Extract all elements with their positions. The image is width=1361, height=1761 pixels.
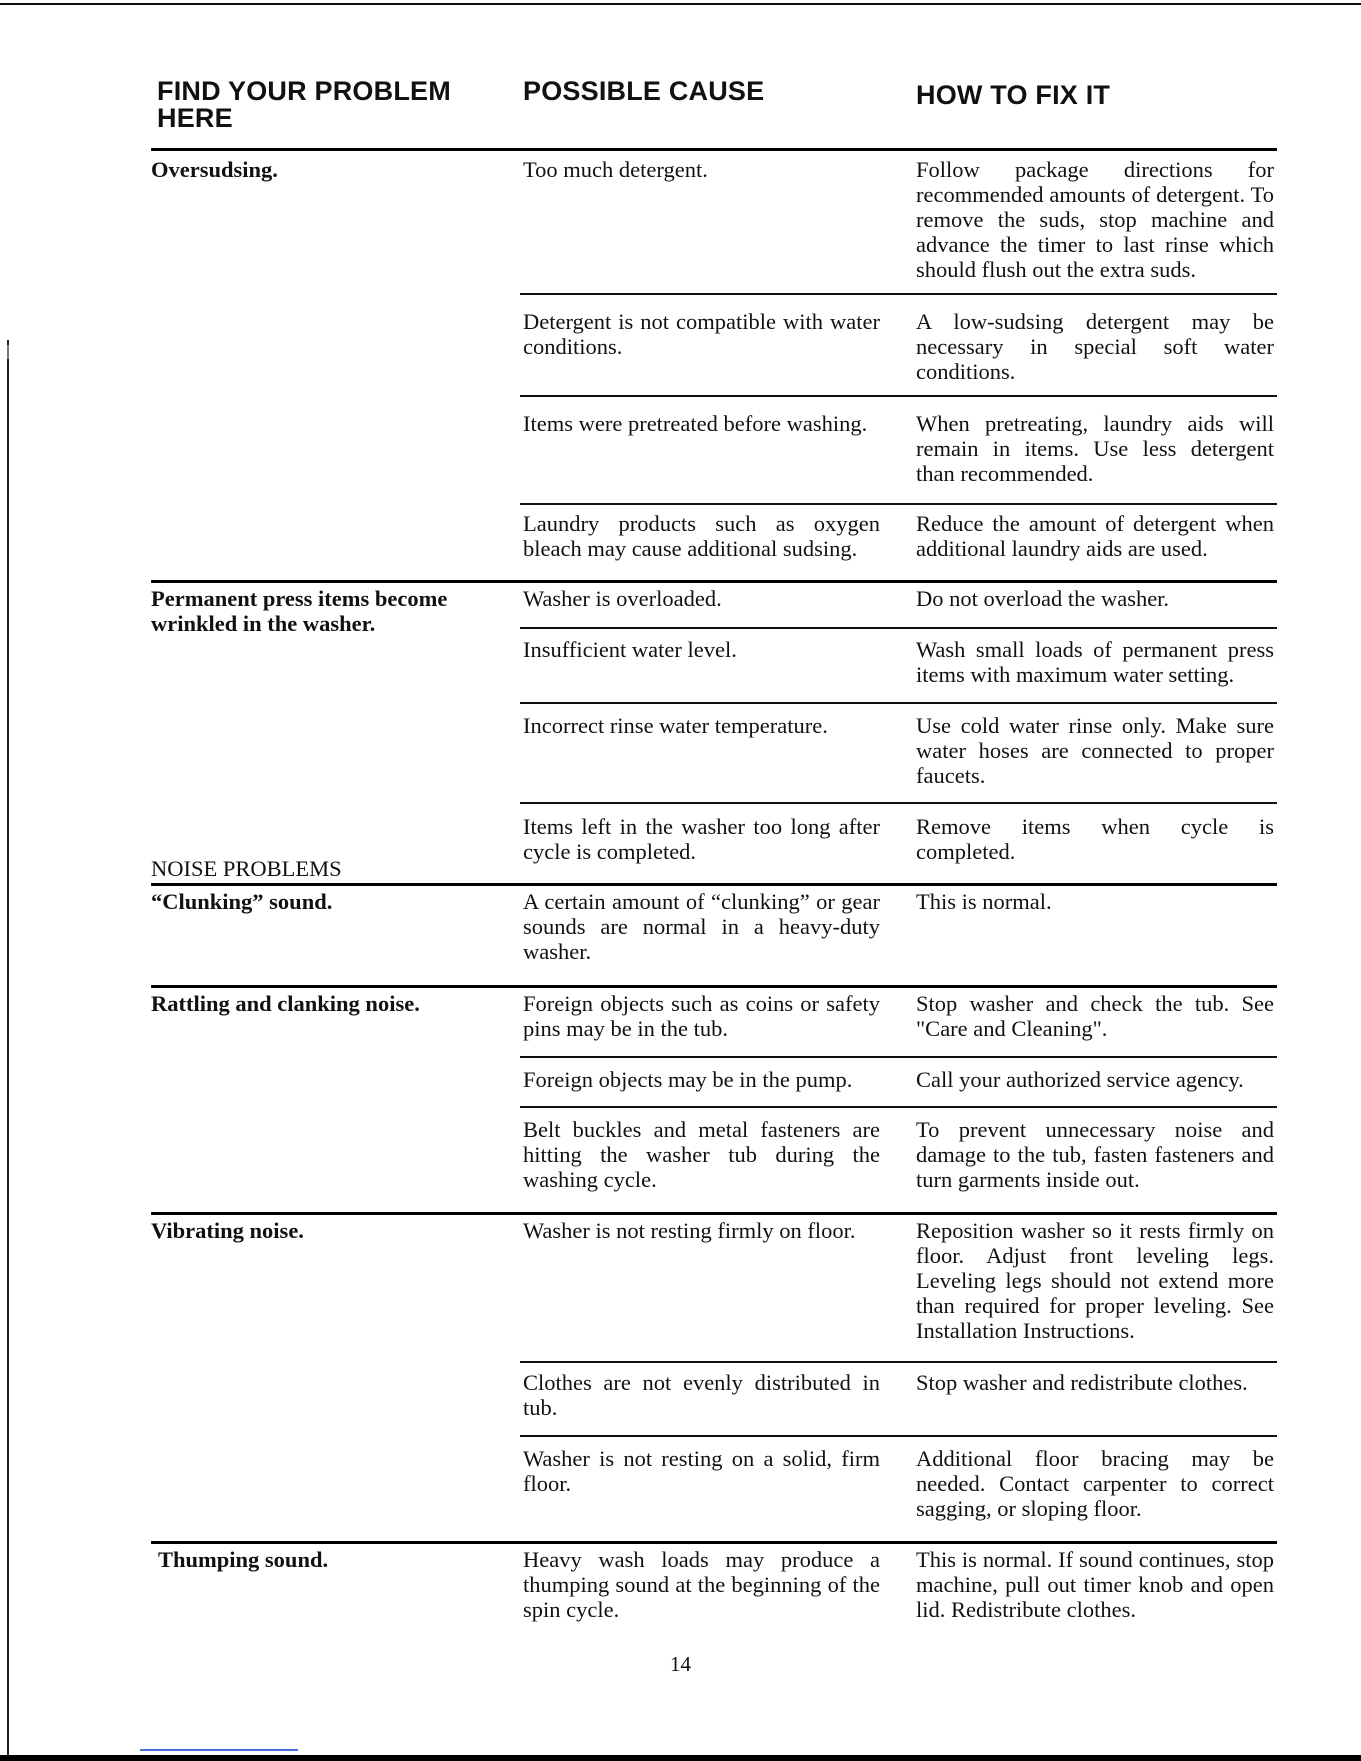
header-possible-cause: POSSIBLE CAUSE	[523, 76, 765, 106]
row-divider	[520, 503, 1277, 505]
cause-cell: Incorrect rinse water temperature.	[523, 713, 828, 738]
page-number: 14	[670, 1652, 691, 1676]
row-divider	[520, 1435, 1277, 1437]
group-divider	[151, 1541, 1277, 1544]
cause-cell: Washer is not resting firmly on floor.	[523, 1218, 856, 1243]
cause-cell: Items left in the washer too long after cycle is completed.	[523, 814, 880, 864]
fix-cell: When pretreating, laundry aids will remain in items. Use less detergent than recommended.	[916, 411, 1274, 486]
left-border	[7, 340, 9, 1761]
fix-cell: Call your authorized service agency.	[916, 1067, 1244, 1092]
group-divider	[151, 1212, 1277, 1215]
group-divider	[151, 580, 1277, 583]
row-divider	[520, 1056, 1277, 1058]
cause-cell: Items were pretreated before washing.	[523, 411, 868, 436]
fix-cell: Wash small loads of permanent press items with maximum water setting.	[916, 637, 1274, 687]
header-how-to-fix-it: HOW TO FIX IT	[916, 80, 1111, 110]
fix-cell: Remove items when cycle is completed.	[916, 814, 1274, 864]
problem-oversudsing: Oversudsing.	[151, 157, 278, 182]
fix-cell: Stop washer and check the tub. See "Care and Cleaning".	[916, 991, 1274, 1041]
fix-cell: Stop washer and redistribute clothes.	[916, 1370, 1248, 1395]
fix-cell: Do not overload the washer.	[916, 586, 1170, 611]
fix-cell: Additional floor bracing may be needed. Contact carpenter to correct sagging, or sloping floor.	[916, 1446, 1274, 1521]
noise-problems-heading: NOISE PROBLEMS	[151, 856, 342, 881]
row-divider	[520, 627, 1277, 629]
fix-cell: To prevent unnecessary noise and damage to the tub, fasten fasteners and turn garments inside out.	[916, 1117, 1274, 1192]
row-divider	[520, 395, 1277, 397]
problem-thumping: Thumping sound.	[158, 1547, 329, 1572]
cause-cell: A certain amount of “clunking” or gear sounds are normal in a heavy-duty washer.	[523, 889, 880, 964]
fix-cell: Reduce the amount of detergent when additional laundry aids are used.	[916, 511, 1274, 561]
row-divider	[520, 293, 1277, 295]
row-divider	[520, 702, 1277, 704]
header-find-your-problem: FIND YOUR PROBLEM HERE	[157, 76, 451, 133]
margin-tick	[7, 345, 9, 359]
cause-cell: Detergent is not compatible with water conditions.	[523, 309, 880, 359]
cause-cell: Foreign objects may be in the pump.	[523, 1067, 853, 1092]
group-divider	[151, 883, 1277, 886]
cause-cell: Heavy wash loads may produce a thumping sound at the beginning of the spin cycle.	[523, 1547, 880, 1622]
top-border	[0, 3, 1361, 5]
fix-cell: A low-sudsing detergent may be necessary in special soft water conditions.	[916, 309, 1274, 384]
cause-cell: Washer is not resting on a solid, firm floor.	[523, 1446, 880, 1496]
problem-vibrating: Vibrating noise.	[151, 1218, 304, 1243]
cause-cell: Too much detergent.	[523, 157, 708, 182]
cause-cell: Belt buckles and metal fasteners are hitting the washer tub during the washing cycle.	[523, 1117, 880, 1192]
bottom-border	[0, 1755, 1361, 1761]
row-divider	[520, 1106, 1277, 1108]
cause-cell: Clothes are not evenly distributed in tub.	[523, 1370, 880, 1420]
cause-cell: Foreign objects such as coins or safety pins may be in the tub.	[523, 991, 880, 1041]
cause-cell: Washer is overloaded.	[523, 586, 722, 611]
fix-cell: This is normal.	[916, 889, 1052, 914]
fix-cell: Use cold water rinse only. Make sure water hoses are connected to proper faucets.	[916, 713, 1274, 788]
header-rule	[151, 148, 1277, 151]
problem-permanent-press: Permanent press items become wrinkled in the washer.	[151, 586, 448, 636]
problem-clunking: “Clunking” sound.	[151, 889, 333, 914]
cause-cell: Insufficient water level.	[523, 637, 737, 662]
fix-cell: Reposition washer so it rests firmly on floor. Adjust front leveling legs. Leveling legs should not extend more than required for proper leveling. See Installation Instructions.	[916, 1218, 1274, 1343]
cause-cell: Laundry products such as oxygen bleach may cause additional sudsing.	[523, 511, 880, 561]
fix-cell: This is normal. If sound continues, stop machine, pull out timer knob and open lid. Redistribute clothes.	[916, 1547, 1274, 1622]
row-divider	[520, 802, 1277, 804]
problem-rattling: Rattling and clanking noise.	[151, 991, 420, 1016]
bottom-blue-rule	[140, 1749, 298, 1751]
row-divider	[520, 1361, 1277, 1363]
fix-cell: Follow package directions for recommended amounts of detergent. To remove the suds, stop machine and advance the timer to last rinse which should flush out the extra suds.	[916, 157, 1274, 282]
group-divider	[151, 985, 1277, 988]
